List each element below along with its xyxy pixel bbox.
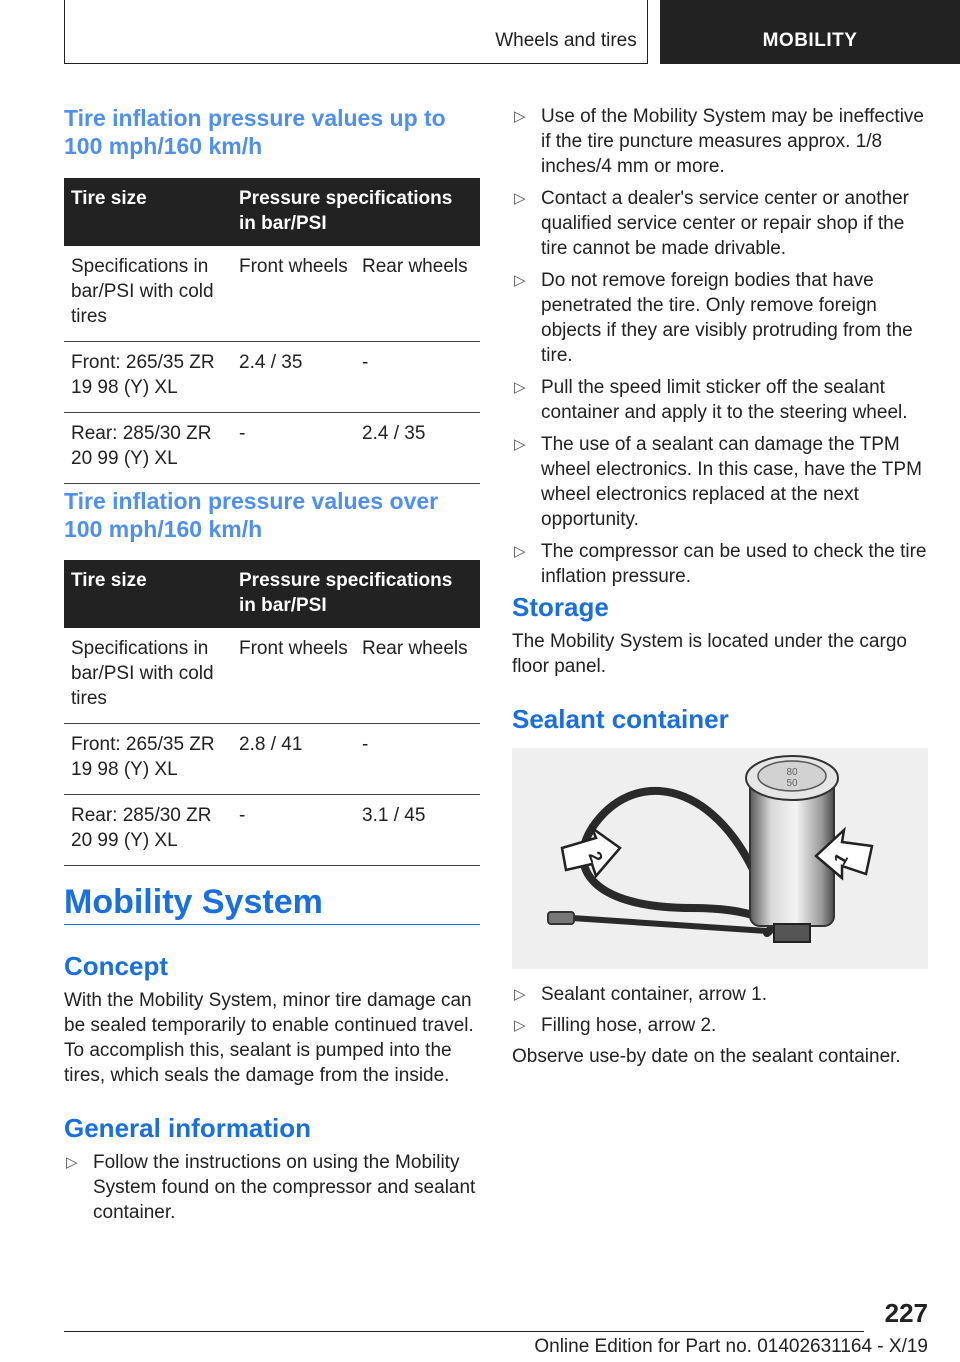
- storage-text: The Mobility System is located under the cargo floor panel.: [512, 631, 907, 677]
- header-pressure: Pressure specifications in bar/PSI: [232, 560, 480, 628]
- hose-end: [572, 918, 767, 931]
- sealant-list: [512, 982, 928, 1069]
- page-number: 227: [884, 1298, 928, 1328]
- table-cell: -: [355, 724, 480, 795]
- table-subheader-row: [64, 628, 480, 724]
- table-cell: -: [232, 795, 355, 866]
- triangle-bullet-icon: ▷: [514, 436, 526, 453]
- pressure-table-1: [64, 178, 480, 484]
- concept-text: With the Mobility System, minor tire damage can be sealed temporarily to enable continued travel. To accomplish this, sealant is pumped into the tires, which seals the damage from the inside.: [64, 990, 474, 1086]
- list-item-text: The compressor can be used to check the tire inflation pressure.: [541, 541, 927, 587]
- header-pressure: Pressure specifications in bar/PSI: [232, 178, 480, 246]
- sealant-heading: Sealant container: [512, 704, 729, 734]
- triangle-bullet-icon: ▷: [514, 379, 526, 396]
- concept-heading: Concept: [64, 951, 168, 981]
- triangle-bullet-icon: ▷: [514, 190, 526, 207]
- title-rule: [64, 924, 480, 925]
- general-list-continued: [512, 104, 928, 589]
- table-cell: -: [232, 413, 355, 484]
- header-tire-size: Tire size: [64, 178, 232, 246]
- table-row: [64, 342, 480, 413]
- table-cell: Rear: 285/30 ZR 20 99 (Y) XL: [64, 795, 232, 866]
- header-tire-size: Tire size: [64, 560, 232, 628]
- triangle-bullet-icon: ▷: [514, 1017, 526, 1034]
- table-cell: Specifications in bar/PSI with cold tires: [64, 628, 232, 724]
- chapter-tab: MOBILITY: [660, 0, 960, 64]
- sealant-illustration: [512, 748, 928, 969]
- list-item: [64, 1150, 480, 1225]
- table-cell: Rear wheels: [355, 628, 480, 724]
- table1-title: Tire inflation pressure values up to 100 mph/160 km/h: [64, 105, 446, 159]
- table-subheader-row: [64, 246, 480, 342]
- table-cell: Front: 265/35 ZR 19 98 (Y) XL: [64, 724, 232, 795]
- cap-label-bottom: 50: [786, 778, 798, 789]
- list-item: [512, 104, 928, 179]
- list-item-text: Pull the speed limit sticker off the sealant container and apply it to the steering wheel.: [541, 377, 908, 423]
- arrow-2-label: 2: [584, 848, 607, 866]
- table2-title: Tire inflation pressure values over 100 mph/160 km/h: [64, 488, 439, 542]
- triangle-bullet-icon: ▷: [514, 986, 526, 1003]
- list-item-text: Follow the instructions on using the Mobility System found on the compressor and sealant container.: [93, 1152, 476, 1223]
- pressure-table-2: [64, 560, 480, 866]
- table-cell: -: [355, 342, 480, 413]
- table-row: [64, 724, 480, 795]
- list-item-text: Sealant container, arrow 1.: [541, 984, 768, 1005]
- triangle-bullet-icon: ▷: [514, 108, 526, 125]
- table-header-row: [64, 178, 480, 246]
- container-base: [774, 924, 810, 942]
- table-cell: Front wheels: [232, 246, 355, 342]
- list-item: [512, 268, 928, 368]
- triangle-bullet-icon: ▷: [66, 1154, 78, 1171]
- table-cell: 2.4 / 35: [355, 413, 480, 484]
- table-row: [64, 795, 480, 866]
- list-item: [512, 432, 928, 532]
- list-item-text: Do not remove foreign bodies that have penetrated the tire. Only remove foreign objects if they are visibly protruding from the tire.: [541, 270, 913, 366]
- mobility-title: Mobility System: [64, 883, 323, 921]
- list-item-text: The use of a sealant can damage the TPM wheel electronics. In this case, have the TPM wheel electronics replaced at the next opportunity.: [541, 434, 922, 530]
- storage-heading: Storage: [512, 592, 609, 622]
- cap-label-top: 80: [786, 767, 798, 778]
- section-title: Wheels and tires: [495, 30, 637, 51]
- list-item-text: Filling hose, arrow 2.: [541, 1015, 717, 1036]
- list-item: [512, 982, 928, 1007]
- filling-hose: [583, 791, 771, 933]
- list-item: [512, 1013, 928, 1038]
- list-item: [512, 375, 928, 425]
- arrow-1-label: 1: [829, 849, 852, 869]
- list-item: [512, 186, 928, 261]
- list-item-text: Contact a dealer's service center or another qualified service center or repair shop if the tire cannot be made drivable.: [541, 188, 909, 259]
- triangle-bullet-icon: ▷: [514, 543, 526, 560]
- table-cell: Front: 265/35 ZR 19 98 (Y) XL: [64, 342, 232, 413]
- table-row: [64, 413, 480, 484]
- hose-valve: [548, 912, 574, 924]
- table-cell: Front wheels: [232, 628, 355, 724]
- table-header-row: [64, 560, 480, 628]
- table-cell: Specifications in bar/PSI with cold tires: [64, 246, 232, 342]
- sealant-container-figure: [512, 748, 928, 969]
- table-cell: Rear: 285/30 ZR 20 99 (Y) XL: [64, 413, 232, 484]
- page-header: [64, 0, 960, 64]
- edition-text: Online Edition for Part no. 01402631164 - X/19: [534, 1336, 928, 1357]
- table-cell: 2.8 / 41: [232, 724, 355, 795]
- table-cell: 3.1 / 45: [355, 795, 480, 866]
- list-item-text: Use of the Mobility System may be ineffective if the tire puncture measures approx. 1/8 inches/4 mm or more.: [541, 106, 924, 177]
- list-item: [512, 539, 928, 589]
- general-heading: General information: [64, 1113, 312, 1143]
- sealant-note: Observe use-by date on the sealant container.: [512, 1046, 901, 1067]
- table-cell: 2.4 / 35: [232, 342, 355, 413]
- triangle-bullet-icon: ▷: [514, 272, 526, 289]
- table-cell: Rear wheels: [355, 246, 480, 342]
- footer-rule: [64, 1331, 864, 1332]
